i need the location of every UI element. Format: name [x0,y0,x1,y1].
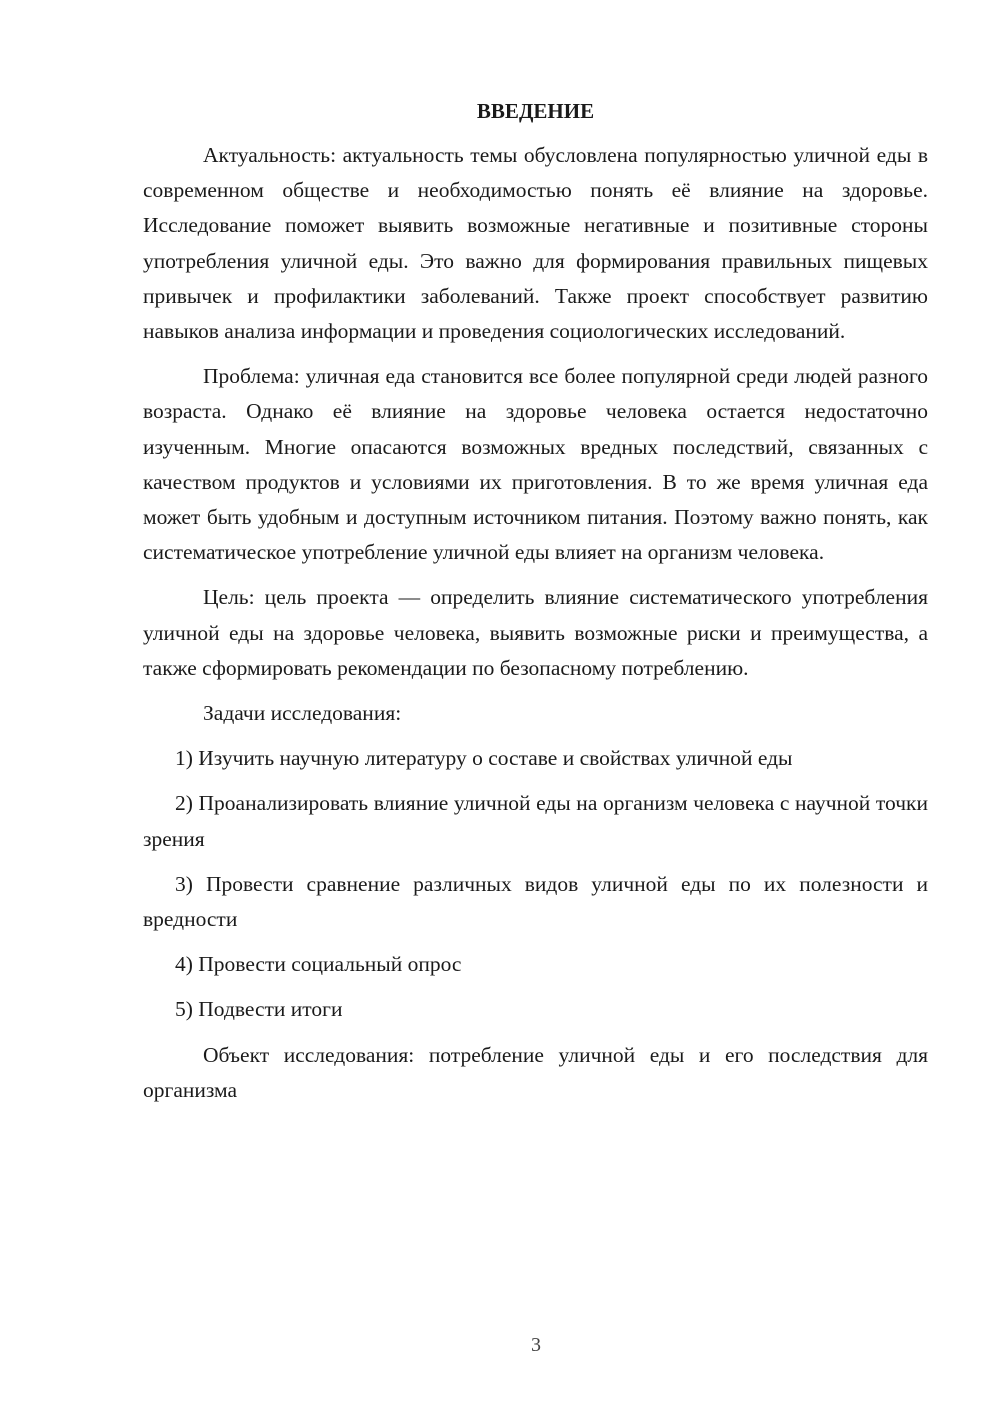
task-item: 3) Провести сравнение различных видов уличной еды по их полезности и вредности [143,871,928,932]
tasks-list [143,741,928,1027]
page-number: 3 [531,1334,541,1356]
tasks-heading: Задачи исследования: [203,701,402,726]
object-paragraph: Объект исследования: потребление уличной еды и его последствия для организма [143,1042,928,1102]
document-title: ВВЕДЕНИЕ [476,99,595,123]
task-item: 1) Изучить научную литературу о составе и свойствах уличной еды [175,746,793,771]
relevance-paragraph: Актуальность: актуальность темы обусловлена популярностью уличной еды в современном обществе и необходимостью понять её влияние на здоровье. Исследование поможет выявить возможные негативные и позитивные стороны употребления уличной еды. Это важно для формирования правильных пищевых привычек и профилактики заболеваний. Также проект способствует развитию навыков анализа информации и проведения социологических исследований. [143,143,928,344]
task-item: 4) Провести социальный опрос [175,952,462,977]
goal-paragraph: Цель: цель проекта — определить влияние систематического употребления уличной еды на здоровье человека, выявить возможные риски и преимущества, а также сформировать рекомендации по безопасному потреблению. [143,585,928,680]
task-item: 5) Подвести итоги [175,997,343,1022]
task-item: 2) Проанализировать влияние уличной еды на организм человека с научной точки зрения [143,791,928,851]
problem-paragraph: Проблема: уличная еда становится все более популярной среди людей разного возраста. Однако её влияние на здоровье человека остается недостаточно изученным. Многие опасаются возможных вредных последствий, связанных с качеством продуктов и условиями их приготовления. В то же время уличная еда может быть удобным и доступным источником питания. Поэтому важно понять, как систематическое употребление уличной еды влияет на организм человека. [143,364,928,565]
document-page [143,96,928,1118]
